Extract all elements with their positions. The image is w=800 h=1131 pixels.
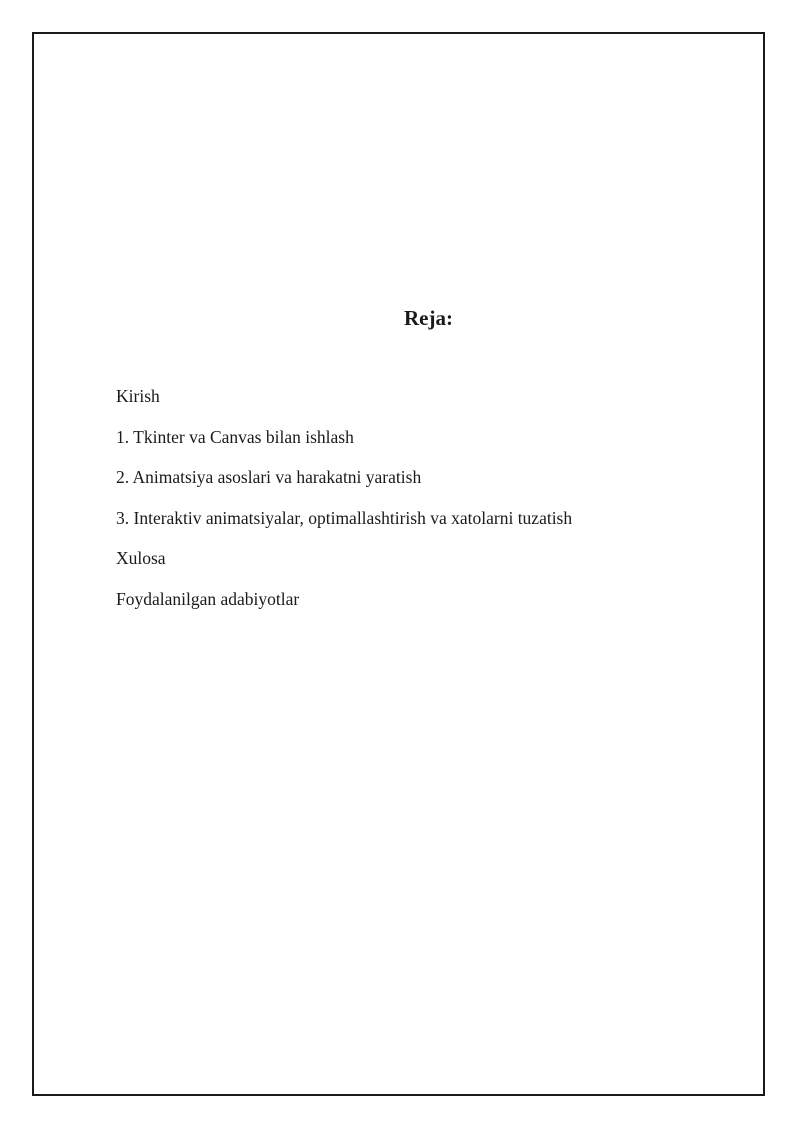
- toc-item-chapter-1: 1. Tkinter va Canvas bilan ishlash: [116, 426, 354, 447]
- toc-item-conclusion: Xulosa: [116, 548, 166, 568]
- toc-item-introduction: Kirish: [116, 386, 160, 406]
- toc-item-references: Foydalanilgan adabiyotlar: [116, 588, 300, 609]
- table-of-contents: [116, 384, 572, 627]
- toc-item-chapter-2: 2. Animatsiya asoslari va harakatni yaratish: [116, 467, 422, 487]
- page-border: [32, 32, 765, 1096]
- toc-item-chapter-3: 3. Interaktiv animatsiyalar, optimallashtirish va xatolarni tuzatish: [116, 507, 573, 528]
- page-title: Reja:: [404, 306, 453, 330]
